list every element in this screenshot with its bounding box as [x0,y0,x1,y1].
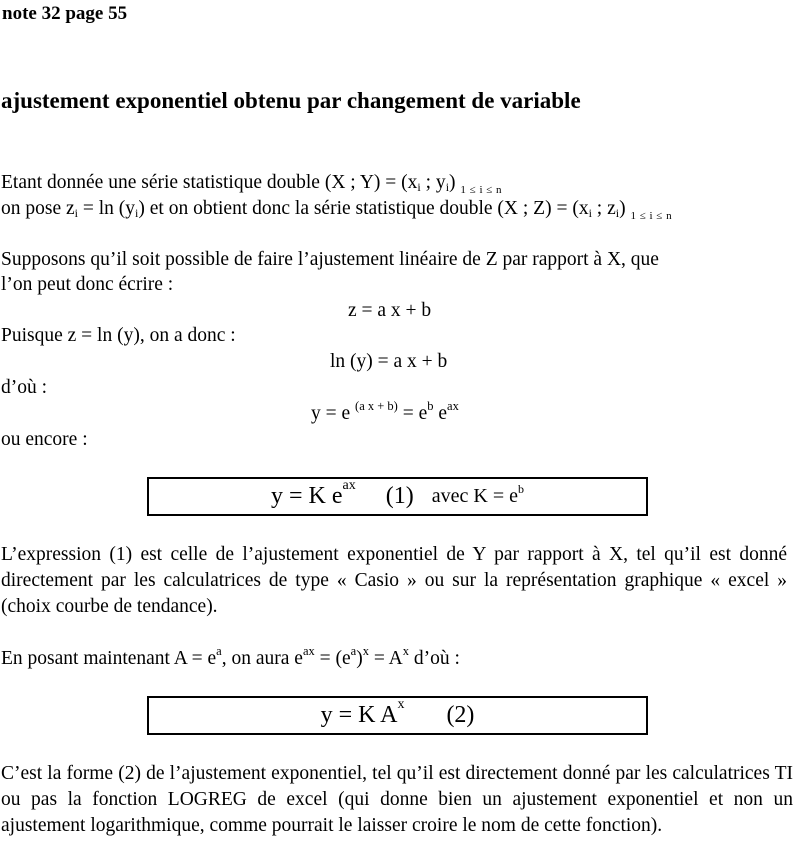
text-line: ou encore : [1,429,88,450]
text-part: En posant maintenant A = e [1,648,217,669]
exponent: x [402,644,409,658]
equation-log: ln (y) = a x + b [330,351,448,372]
formula-number: (2) [446,702,475,728]
formula-main: y = K A [320,702,398,728]
substitution-line [1,646,460,673]
exponent: (a x + b) [355,399,398,413]
intro-text: ) [449,172,456,193]
text-line: Supposons qu’il soit possible de faire l’ajustement linéaire de Z par rapport à X, que [1,249,659,270]
subscript: i [417,180,421,194]
exponent: b [517,482,524,496]
intro-text: ) [619,198,626,219]
paragraph-casio: L’expression (1) est celle de l’ajustement exponentiel de Y par rapport à X, tel qu’il est donné directement par les calculatrices de type « Casio » ou sur la représentation graphique « excel » (choix courbe de tendance). [1,544,787,617]
intro-text: on pose z [1,198,75,219]
exponent: a [350,644,357,658]
exponent: a [216,644,222,658]
equation-linear: z = a x + b [348,300,432,321]
page-reference: note 32 page 55 [2,3,128,24]
intro-text: = ln (y [78,198,136,219]
equation-exponential [311,401,459,428]
text-part: = (e [314,648,351,669]
intro-line-2 [1,196,672,224]
eq-part: = e [397,403,428,424]
formula-constant [431,482,524,508]
intro-text: ) et on obtient donc la série statistique double (X ; Z) = (x [138,198,589,219]
eq-part: e [433,403,448,424]
intro-text: Etant donnée une série statistique double (X ; Y) = (x [1,172,418,193]
eq-part: y = e [311,403,356,424]
constant-text: avec K = e [431,485,518,507]
subscript: i [588,206,592,220]
text-part: d’où : [409,648,460,669]
exponent: ax [302,644,315,658]
formula-main: y = K e [271,483,343,509]
index-range: 1 ≤ i ≤ n [630,210,673,222]
text-line: l’on peut donc écrire : [1,274,174,295]
page-title: ajustement exponentiel obtenu par changement de variable [1,88,581,113]
text-part: ) [356,648,363,669]
subscript: i [615,206,620,220]
exponent: x [362,644,369,658]
exponent: b [427,399,434,413]
exponent: x [397,696,405,712]
intro-text: ; y [420,172,446,193]
text-part: , on aura e [221,648,303,669]
intro-line-1 [1,170,502,198]
paragraph-ti-logreg: C’est la forme (2) de l’ajustement exponentiel, tel qu’il est directement donné par les calculatrices TI ou pas la fonction LOGREG de excel (qui donne bien un ajustement exponentiel et non un ajustement logarithmique, comme pourrait le laisser croire le nom de cette fonction). [1,763,793,836]
formula-box-2 [147,696,648,735]
formula-number: (1) [385,483,414,509]
text-part: = A [368,648,403,669]
exponent: ax [342,477,356,493]
intro-text: ; z [591,198,616,219]
subscript: i [135,206,139,220]
formula-box-1 [147,477,648,516]
text-line: Puisque z = ln (y), on a donc : [1,325,236,346]
index-range: 1 ≤ i ≤ n [460,184,503,196]
exponent: ax [447,399,459,413]
subscript: i [445,180,450,194]
subscript: i [74,206,78,220]
text-line: d’où : [1,377,48,398]
